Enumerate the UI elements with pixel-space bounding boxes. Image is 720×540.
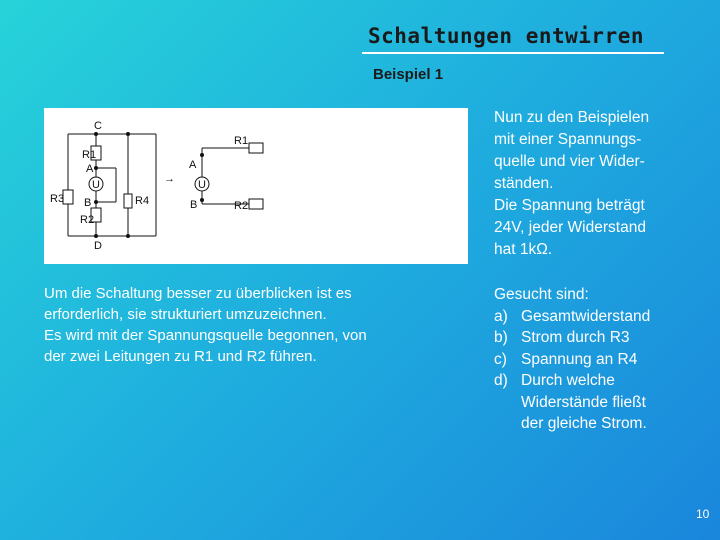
label-u: U	[92, 179, 100, 191]
right-label-r1: R1	[234, 135, 249, 147]
right-label-b: B	[190, 199, 198, 211]
description-line: der zwei Leitungen zu R1 und R2 führen.	[44, 348, 317, 365]
right-junction-a	[200, 153, 204, 157]
label-b: B	[84, 197, 92, 209]
intro-line: quelle und vier Wider-	[494, 153, 645, 170]
description-text	[44, 283, 464, 367]
intro-line: Die Spannung beträgt	[494, 197, 645, 214]
page-number: 10	[696, 507, 710, 521]
label-d: D	[94, 240, 102, 252]
circuit-diagram	[44, 108, 468, 264]
sought-item	[494, 349, 704, 371]
right-label-r2: R2	[234, 200, 249, 212]
intro-line: Nun zu den Beispielen	[494, 109, 650, 126]
junction-d	[94, 234, 98, 238]
label-c: C	[94, 120, 102, 132]
sought-item	[494, 327, 704, 349]
slide-subtitle: Beispiel 1	[373, 66, 444, 83]
intro-line: 24V, jeder Widerstand	[494, 219, 646, 236]
right-junction-b	[200, 198, 204, 202]
description-line: Um die Schaltung besser zu überblicken ist es	[44, 285, 352, 302]
sought-text: Gesamtwiderstand	[521, 307, 651, 325]
sought-marker: b)	[494, 329, 508, 346]
label-r1: R1	[82, 149, 97, 161]
sought-marker: c)	[494, 350, 507, 368]
sought-item	[494, 306, 704, 328]
right-label-a: A	[189, 159, 197, 171]
junction-c	[94, 132, 98, 136]
intro-line: mit einer Spannungs-	[494, 131, 642, 148]
label-r4: R4	[135, 195, 150, 207]
label-a: A	[86, 163, 94, 175]
description-line: erforderlich, sie strukturiert umzuzeichnen.	[44, 306, 327, 323]
title-underline	[362, 52, 664, 54]
intro-text	[494, 107, 704, 261]
sought-text: Spannung an R4	[521, 350, 638, 368]
right-resistor-r2	[249, 199, 263, 209]
label-r2: R2	[80, 214, 95, 226]
left-resistor-r4	[124, 194, 132, 208]
junction-b	[94, 200, 98, 204]
circuit-svg	[44, 108, 468, 264]
description-line: Es wird mit der Spannungsquelle begonnen, von	[44, 327, 367, 344]
left-resistor-r3	[63, 190, 73, 204]
sought-item	[494, 370, 704, 435]
intro-line: hat 1kΩ.	[494, 241, 553, 258]
label-r3: R3	[50, 193, 65, 205]
transform-arrow: →	[164, 173, 175, 185]
sought-list	[494, 284, 704, 435]
sought-text: Durch welche	[521, 372, 615, 389]
right-label-u: U	[198, 179, 206, 191]
junction-a	[94, 166, 98, 170]
intro-line: ständen.	[494, 175, 554, 192]
slide-title: Schaltungen entwirren	[368, 24, 645, 48]
sought-text: der gleiche Strom.	[521, 415, 647, 432]
sought-heading: Gesucht sind:	[494, 286, 589, 303]
right-resistor-r1	[249, 143, 263, 153]
sought-text: Strom durch R3	[521, 329, 630, 346]
sought-marker: a)	[494, 307, 508, 325]
sought-marker: d)	[494, 372, 508, 389]
sought-text: Widerstände fließt	[521, 393, 646, 411]
